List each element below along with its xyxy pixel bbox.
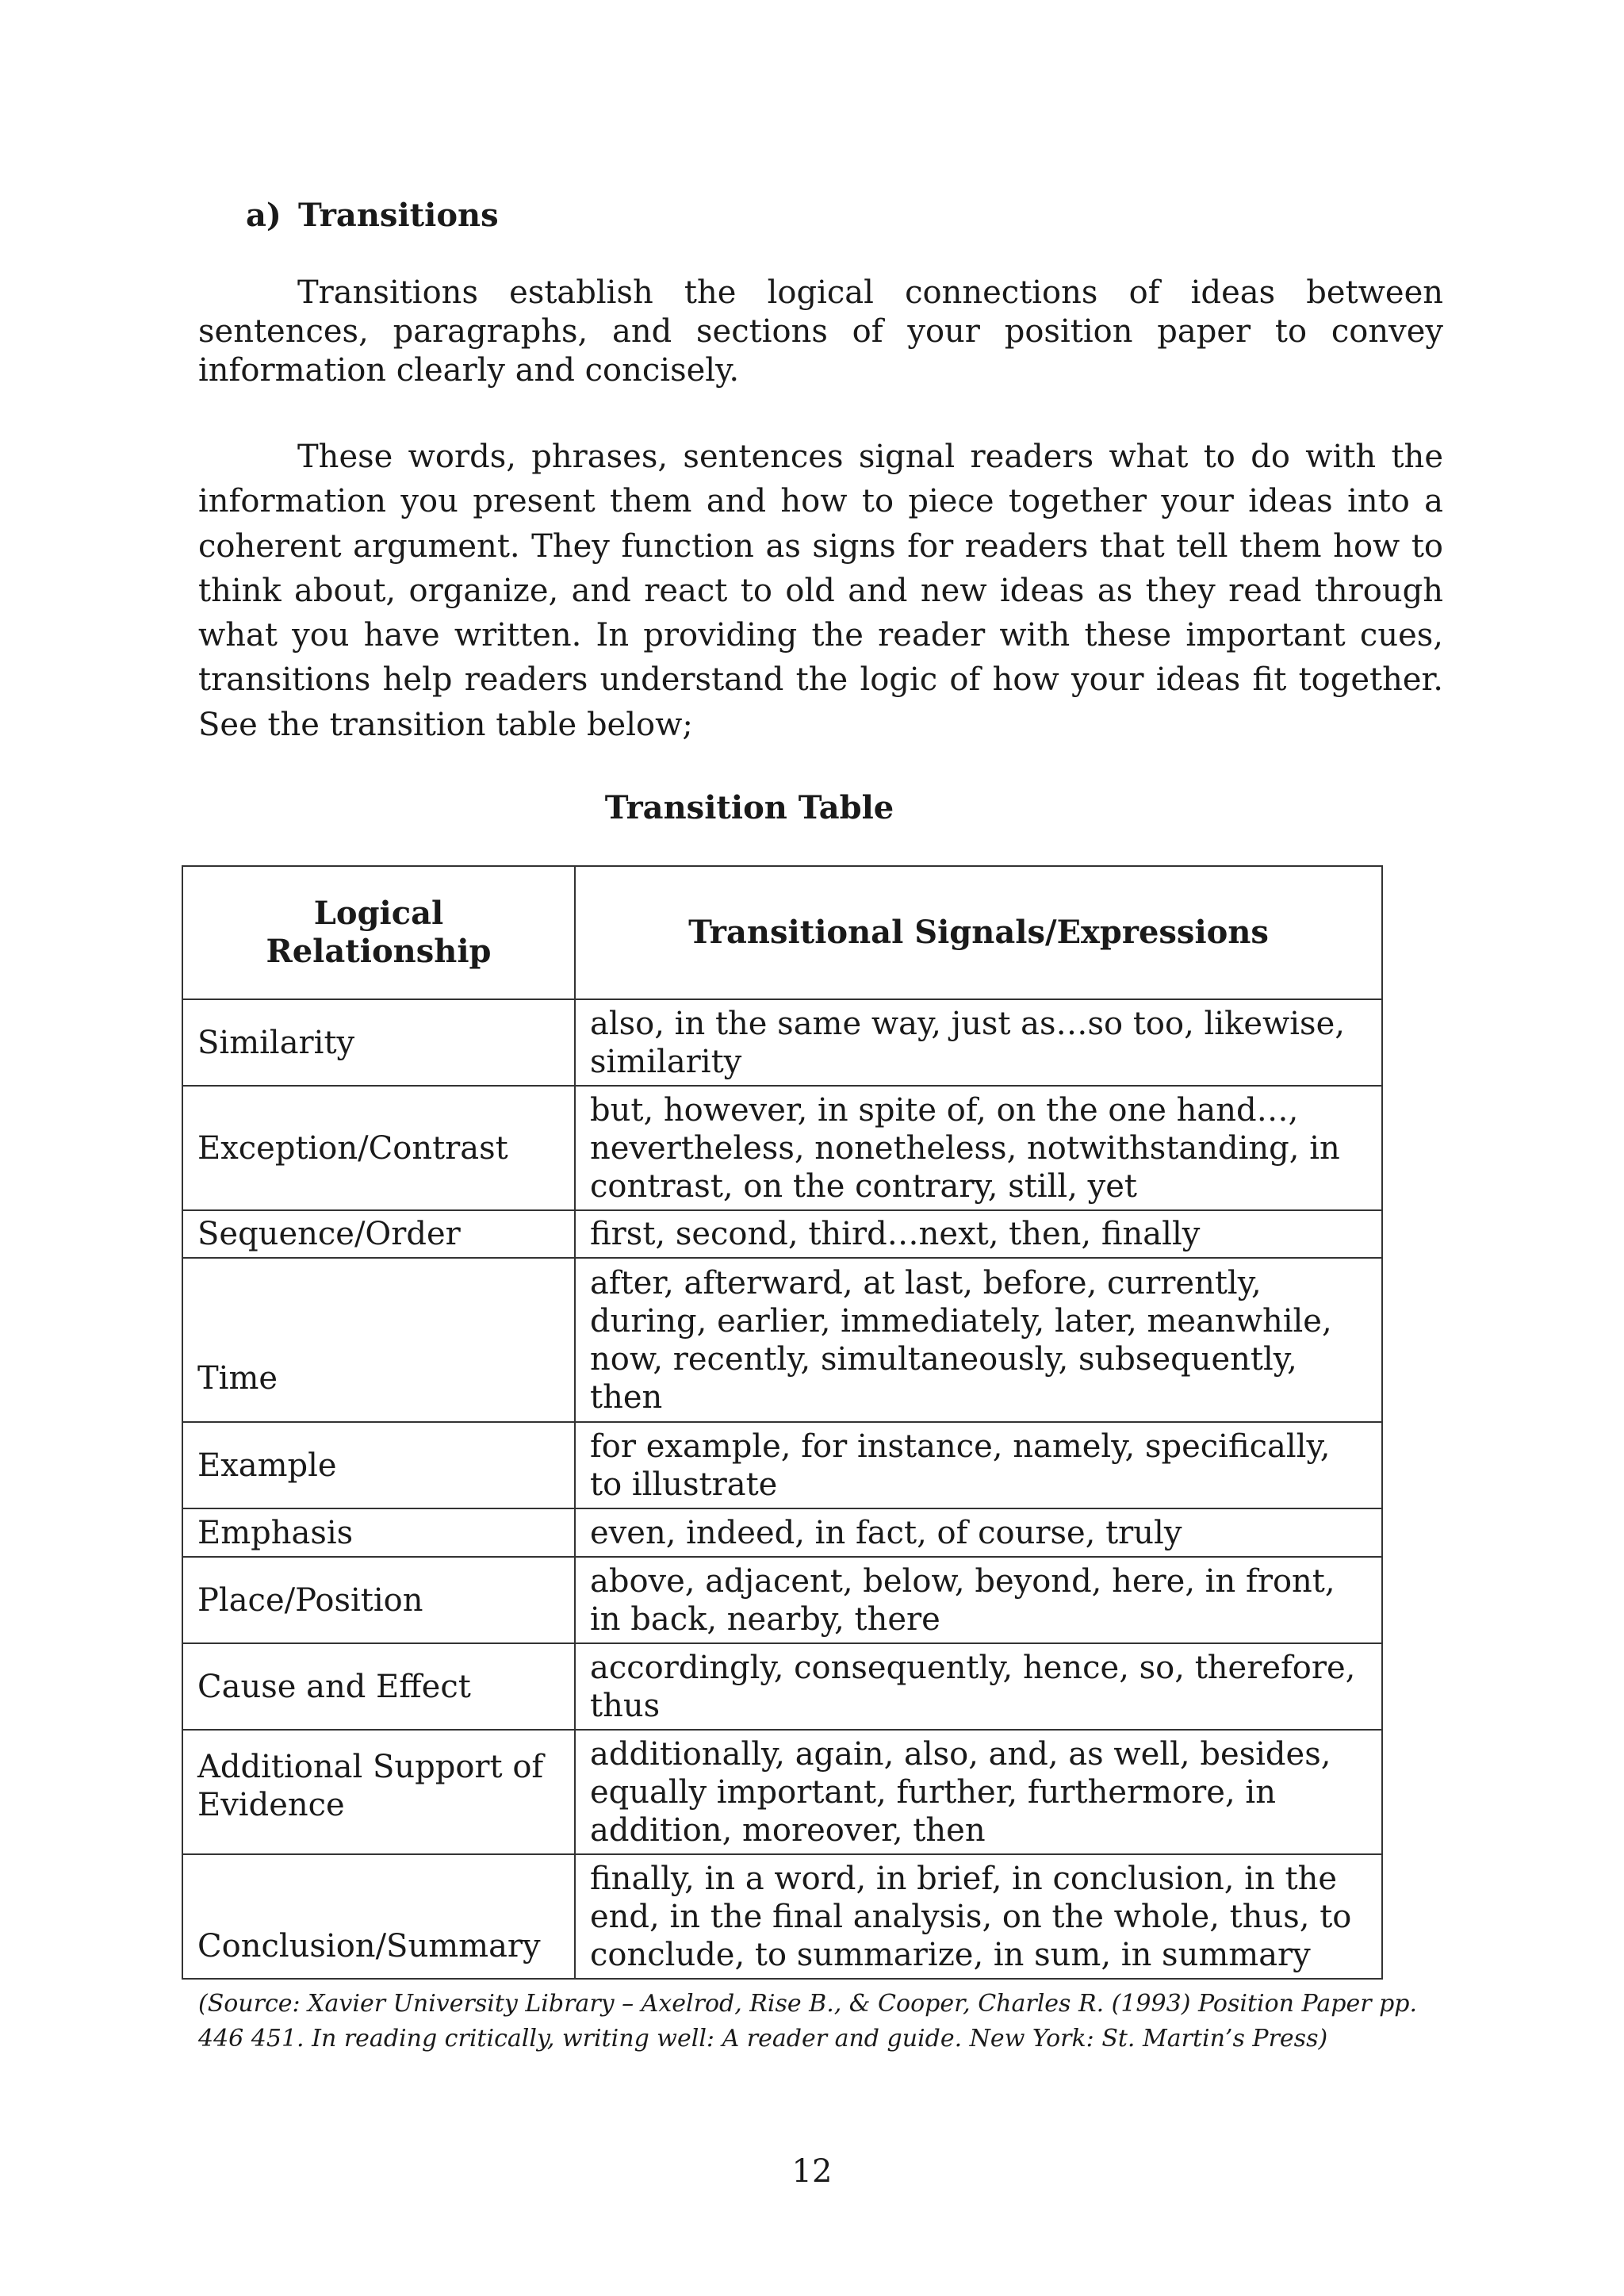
paragraph-1-text: Transitions establish the logical connections of ideas between sentences, paragraphs, and sections of your position paper to convey information clearly and concisely. (198, 274, 1443, 389)
table-row (182, 1643, 1382, 1730)
page-number: 12 (791, 2153, 833, 2190)
table-caption: Transition Table (604, 789, 894, 826)
paragraph-1 (198, 274, 1443, 390)
table-row (182, 1854, 1382, 1979)
signals-cell: for example, for instance, namely, specifically, to illustrate (575, 1422, 1382, 1508)
table-row (182, 1730, 1382, 1854)
relationship-cell: Conclusion/Summary (182, 1854, 575, 1979)
relationship-cell: Similarity (182, 999, 575, 1086)
header-logical-relationship: Logical Relationship (182, 866, 575, 999)
signals-cell: finally, in a word, in brief, in conclusion, in the end, in the final analysis, on the whole, thus, to conclude, to summarize, in sum, in summary (575, 1854, 1382, 1979)
table-row (182, 1210, 1382, 1258)
relationship-cell: Additional Support of Evidence (182, 1730, 575, 1854)
signals-cell: but, however, in spite of, on the one hand…, nevertheless, nonetheless, notwithstanding, in contrast, on the contrary, still, yet (575, 1086, 1382, 1210)
section-number: a) (246, 197, 282, 234)
source-citation: (Source: Xavier University Library – Axelrod, Rise B., & Cooper, Charles R. (1993) Position Paper pp. 446 451. In reading critically, writing well: A reader and guide. New York: St. Martin’s Press) (198, 1990, 1418, 2053)
section-title: Transitions (298, 197, 499, 234)
paragraph-2 (198, 435, 1443, 747)
signals-cell: above, adjacent, below, beyond, here, in front, in back, nearby, there (575, 1557, 1382, 1643)
relationship-cell: Example (182, 1422, 575, 1508)
table-row (182, 1258, 1382, 1422)
signals-cell: even, indeed, in fact, of course, truly (575, 1508, 1382, 1557)
table-row (182, 1086, 1382, 1210)
relationship-cell: Emphasis (182, 1508, 575, 1557)
section-heading (246, 197, 499, 234)
transition-table (182, 865, 1383, 1980)
signals-cell: first, second, third…next, then, finally (575, 1210, 1382, 1258)
signals-cell: additionally, again, also, and, as well, besides, equally important, further, furthermore, in addition, moreover, then (575, 1730, 1382, 1854)
table-row (182, 1422, 1382, 1508)
table-row (182, 999, 1382, 1086)
table-row (182, 1508, 1382, 1557)
signals-cell: accordingly, consequently, hence, so, therefore, thus (575, 1643, 1382, 1730)
signals-cell: also, in the same way, just as…so too, likewise, similarity (575, 999, 1382, 1086)
relationship-cell: Time (182, 1258, 575, 1422)
header-transitional-signals: Transitional Signals/Expressions (575, 866, 1382, 999)
relationship-cell: Sequence/Order (182, 1210, 575, 1258)
relationship-cell: Place/Position (182, 1557, 575, 1643)
paragraph-2-text: These words, phrases, sentences signal readers what to do with the information you present them and how to piece together your ideas into a coherent argument. They function as signs for readers that tell them how to think about, organize, and react to old and new ideas as they read through what you have written. In providing the reader with these important cues, transitions help readers understand the logic of how your ideas fit together. See the transition table below; (198, 439, 1443, 743)
relationship-cell: Cause and Effect (182, 1643, 575, 1730)
signals-cell: after, afterward, at last, before, currently, during, earlier, immediately, later, meanwhile, now, recently, simultaneously, subsequently, then (575, 1258, 1382, 1422)
table-header-row (182, 866, 1382, 999)
relationship-cell: Exception/Contrast (182, 1086, 575, 1210)
table-row (182, 1557, 1382, 1643)
